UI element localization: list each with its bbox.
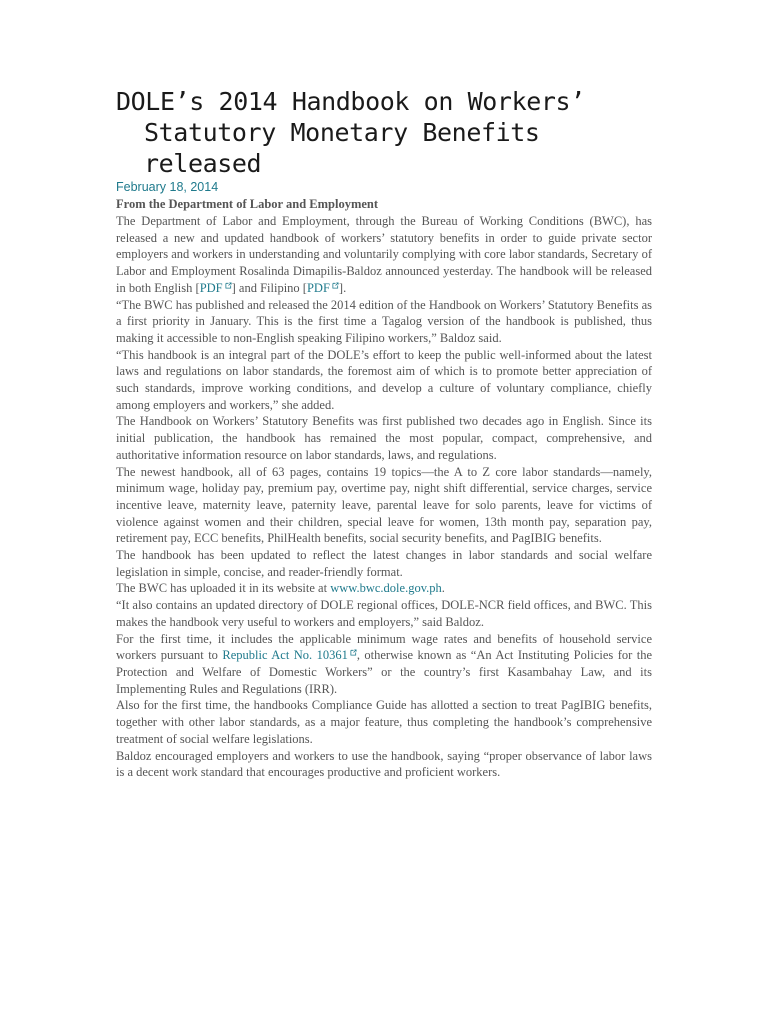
article-source: From the Department of Labor and Employment bbox=[116, 197, 379, 211]
paragraph-4: The Handbook on Workers’ Statutory Benefits was first published two decades ago in English. Since its initial publication, the handbook has remained the most popular, compact, comprehensive, and authoritative information resource on labor standards, laws, and regulations. bbox=[116, 414, 652, 462]
external-link-icon bbox=[350, 649, 357, 656]
bwc-website-link[interactable]: www.bwc.dole.gov.ph bbox=[330, 581, 442, 596]
paragraph-1 bbox=[116, 213, 652, 297]
paragraph-text: , otherwise known as “An Act Instituting Policies for the Protection and Welfare of Domestic Workers” or the country’s first Kasambahay Law, and its Implementing Rules and Regulations (IRR). bbox=[116, 648, 652, 696]
paragraph-3: “This handbook is an integral part of the DOLE’s effort to keep the public well-informed about the latest laws and regulations on labor standards, the foremost aim of which is to promote better appreciation of such standards, improve working conditions, and develop a culture of voluntary compliance, chiefly among employers and workers,” she added. bbox=[116, 347, 652, 412]
paragraph-text: The Department of Labor and Employment, through the Bureau of Working Conditions (BWC), has released a new and updated handbook of workers’ statutory benefits in order to guide private sector employers and workers in understanding and voluntarily complying with core labor standards, Secretary of Labor and Employment Rosalinda Dimapilis-Baldoz announced yesterday. The handbook will be released in both English [ bbox=[116, 214, 652, 295]
paragraph-text: . bbox=[441, 581, 445, 596]
paragraph-7 bbox=[116, 580, 652, 597]
paragraph-2: “The BWC has published and released the 2014 edition of the Handbook on Workers’ Statutory Benefits as a first priority in January. This is the first time a Tagalog version of the handbook is published, thus making it accessible to non-English speaking Filipino workers,” Baldoz said. bbox=[116, 297, 652, 345]
paragraph-9 bbox=[116, 631, 652, 698]
paragraph-5: The newest handbook, all of 63 pages, contains 19 topics—the A to Z core labor standards—namely, minimum wage, holiday pay, premium pay, overtime pay, night shift differential, service charges, service incentive leave, maternity leave, paternity leave, parental leave for solo parents, leave for victims of violence against women and their children, special leave for women, 13th month pay, separation pay, retirement pay, ECC benefits, PhilHealth benefits, social security benefits, and PagIBIG benefits. bbox=[116, 464, 652, 546]
paragraph-text: The BWC has uploaded it in its website at bbox=[116, 581, 331, 596]
paragraph-text: ]. bbox=[338, 280, 347, 295]
paragraph-11: Baldoz encouraged employers and workers to use the handbook, saying “proper observance of labor laws is a decent work standard that encourages productive and proficient workers. bbox=[116, 748, 652, 780]
link-label: PDF bbox=[199, 280, 223, 295]
paragraph-6: The handbook has been updated to reflect the latest changes in labor standards and social welfare legislation in simple, concise, and reader-friendly format. bbox=[116, 548, 652, 579]
external-link-icon bbox=[332, 282, 339, 289]
link-label: PDF bbox=[306, 280, 330, 295]
paragraph-text: For the first time, it includes the applicable minimum wage rates and benefits of household service workers pursuant to bbox=[116, 631, 652, 663]
pdf-filipino-link[interactable] bbox=[307, 281, 339, 295]
link-label: Republic Act No. 10361 bbox=[222, 648, 348, 663]
article-date: February 18, 2014 bbox=[116, 180, 219, 194]
article bbox=[116, 86, 652, 781]
republic-act-link[interactable] bbox=[222, 648, 356, 662]
paragraph-8: “It also contains an updated directory of DOLE regional offices, DOLE-NCR field offices, and BWC. This makes the handbook very useful to workers and employers,” said Baldoz. bbox=[116, 598, 652, 629]
paragraph-10: Also for the first time, the handbooks Compliance Guide has allotted a section to treat PagIBIG benefits, together with other labor standards, as a major feature, thus completing the handbook’s comprehensive treatment of social welfare legislations. bbox=[116, 698, 652, 746]
external-link-icon bbox=[225, 282, 232, 289]
pdf-english-link[interactable] bbox=[200, 281, 232, 295]
article-title: DOLE’s 2014 Handbook on Workers’ Statutory Monetary Benefits released bbox=[116, 87, 585, 178]
paragraph-text: ] and Filipino [ bbox=[231, 280, 307, 295]
